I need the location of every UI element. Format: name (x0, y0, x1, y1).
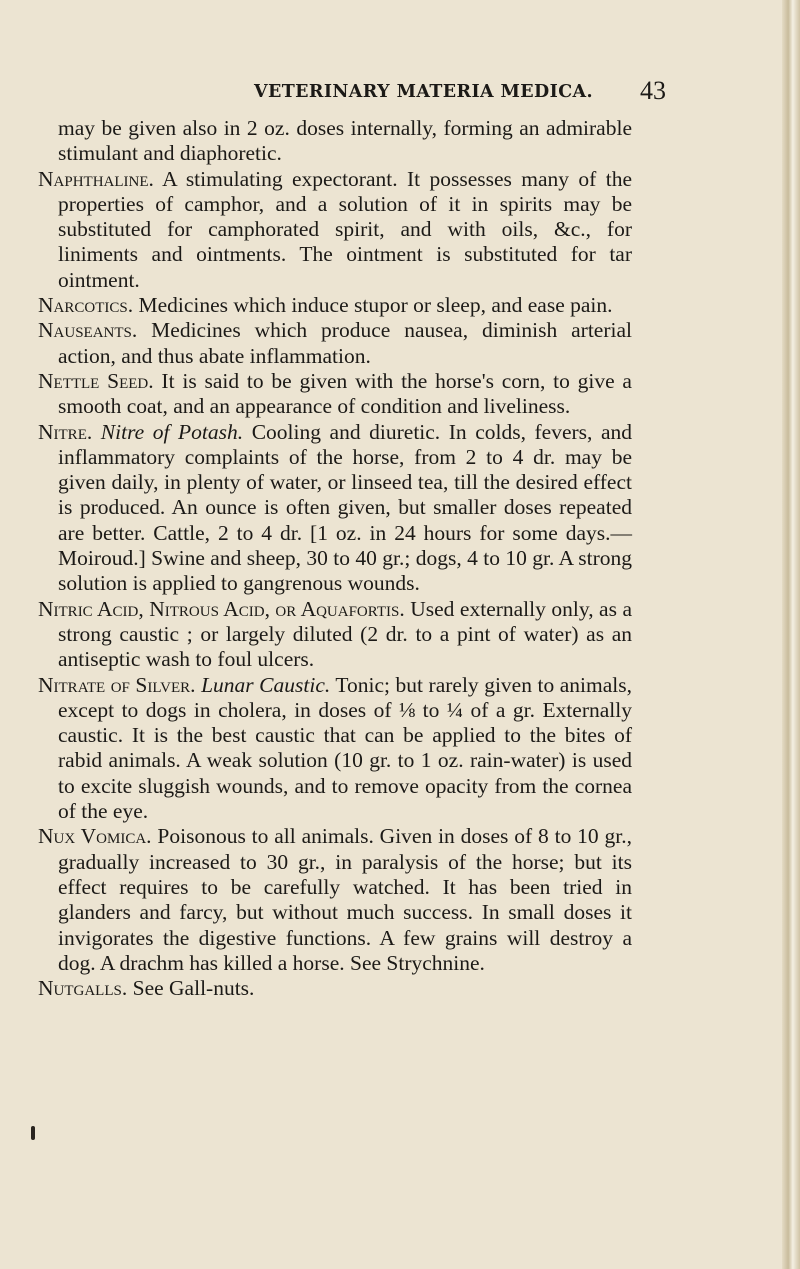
entry-term: Narcotics. (38, 293, 134, 318)
page-edge (782, 0, 800, 1269)
entry-latin-name: Nitre of Potash. (100, 419, 244, 444)
entry-nux-vomica (38, 824, 632, 976)
entry-nitre (38, 420, 632, 597)
page-header (254, 76, 666, 110)
entry-nitrate-of-silver (38, 673, 632, 825)
entry-term: Nutgalls. (38, 976, 128, 1001)
entry-term: Nitre. (38, 419, 93, 444)
entry-text: Tonic; but rarely given to animals, except to dogs in cholera, in doses of ⅛ to ¼ of a gr. Externally caustic. It is the best caustic that can be applied to the bites of rabid animals. A weak solution (10 gr. to 1 oz. rain-water) is used to excite sluggish wounds, and to remove opacity from the cornea of the eye. (58, 672, 632, 824)
entry-term: Nauseants. (38, 318, 138, 343)
entry-continuation (38, 116, 632, 167)
entry-term: Nux Vomica. (38, 824, 152, 849)
entry-text: Cooling and diuretic. In colds, fevers, and inflammatory complaints of the horse, from 2 to 4 dr. may be given daily, in plenty of water, or linseed tea, till the desired effect is produced. An ounce is often given, but smaller doses repeated are better. Cattle, 2 to 4 dr. [1 oz. in 24 hours for some days.—Moiroud.] Swine and sheep, 30 to 40 gr.; dogs, 4 to 10 gr. A strong solution is applied to gangrenous wounds. (58, 419, 633, 596)
entry-text: Medicines which induce stupor or sleep, and ease pain. (138, 293, 613, 318)
entry-text: Medicines which produce nausea, diminish arterial action, and thus abate inflammation. (58, 318, 632, 368)
entry-text: It is said to be given with the horse's corn, to give a smooth coat, and an appearance of condition and liveliness. (58, 368, 632, 419)
entry-text: Poisonous to all animals. Given in doses of 8 to 10 gr., gradually increased to 30 gr., in paralysis of the horse; but its effect requires to be carefully watched. It has been tried in glanders and farcy, but without much success. In small doses it invigorates the digestive functions. A few grains will destroy a dog. A drachm has killed a horse. See Strychnine. (58, 824, 633, 975)
entry-text: may be given also in 2 oz. doses internally, forming an admirable stimulant and diaphoretic. (58, 116, 632, 166)
entry-text: Used externally only, as a strong caustic ; or largely diluted (2 dr. to a pint of water) as an antiseptic wash to foul ulcers. (58, 596, 632, 672)
entry-nauseants (38, 318, 632, 369)
page-body (38, 116, 632, 1001)
entry-nutgalls (38, 976, 632, 1001)
running-head: VETERINARY MATERIA MEDICA. (254, 82, 593, 102)
entry-nitric-acid (38, 597, 632, 673)
ink-blot (31, 1126, 35, 1140)
entry-nettle-seed (38, 369, 632, 420)
entry-term: Nitric Acid, Nitrous Acid, or Aquafortis. (38, 596, 405, 621)
entry-text: See Gall-nuts. (132, 976, 255, 1001)
entry-latin-name: Lunar Caustic. (201, 672, 331, 697)
entry-naphthaline (38, 167, 632, 293)
entry-term: Nettle Seed. (38, 368, 154, 393)
entry-text: A stimulating expectorant. It possesses many of the properties of camphor, and a solution of it in spirits may be substituted for camphorated spirit, and with oils, &c., for liniments and ointments. The ointment is substituted for tar ointment. (58, 166, 632, 292)
entry-term: Nitrate of Silver. (38, 672, 196, 697)
entry-term: Naphthaline. (38, 166, 154, 191)
page-number: 43 (640, 76, 666, 105)
entry-narcotics (38, 293, 632, 318)
